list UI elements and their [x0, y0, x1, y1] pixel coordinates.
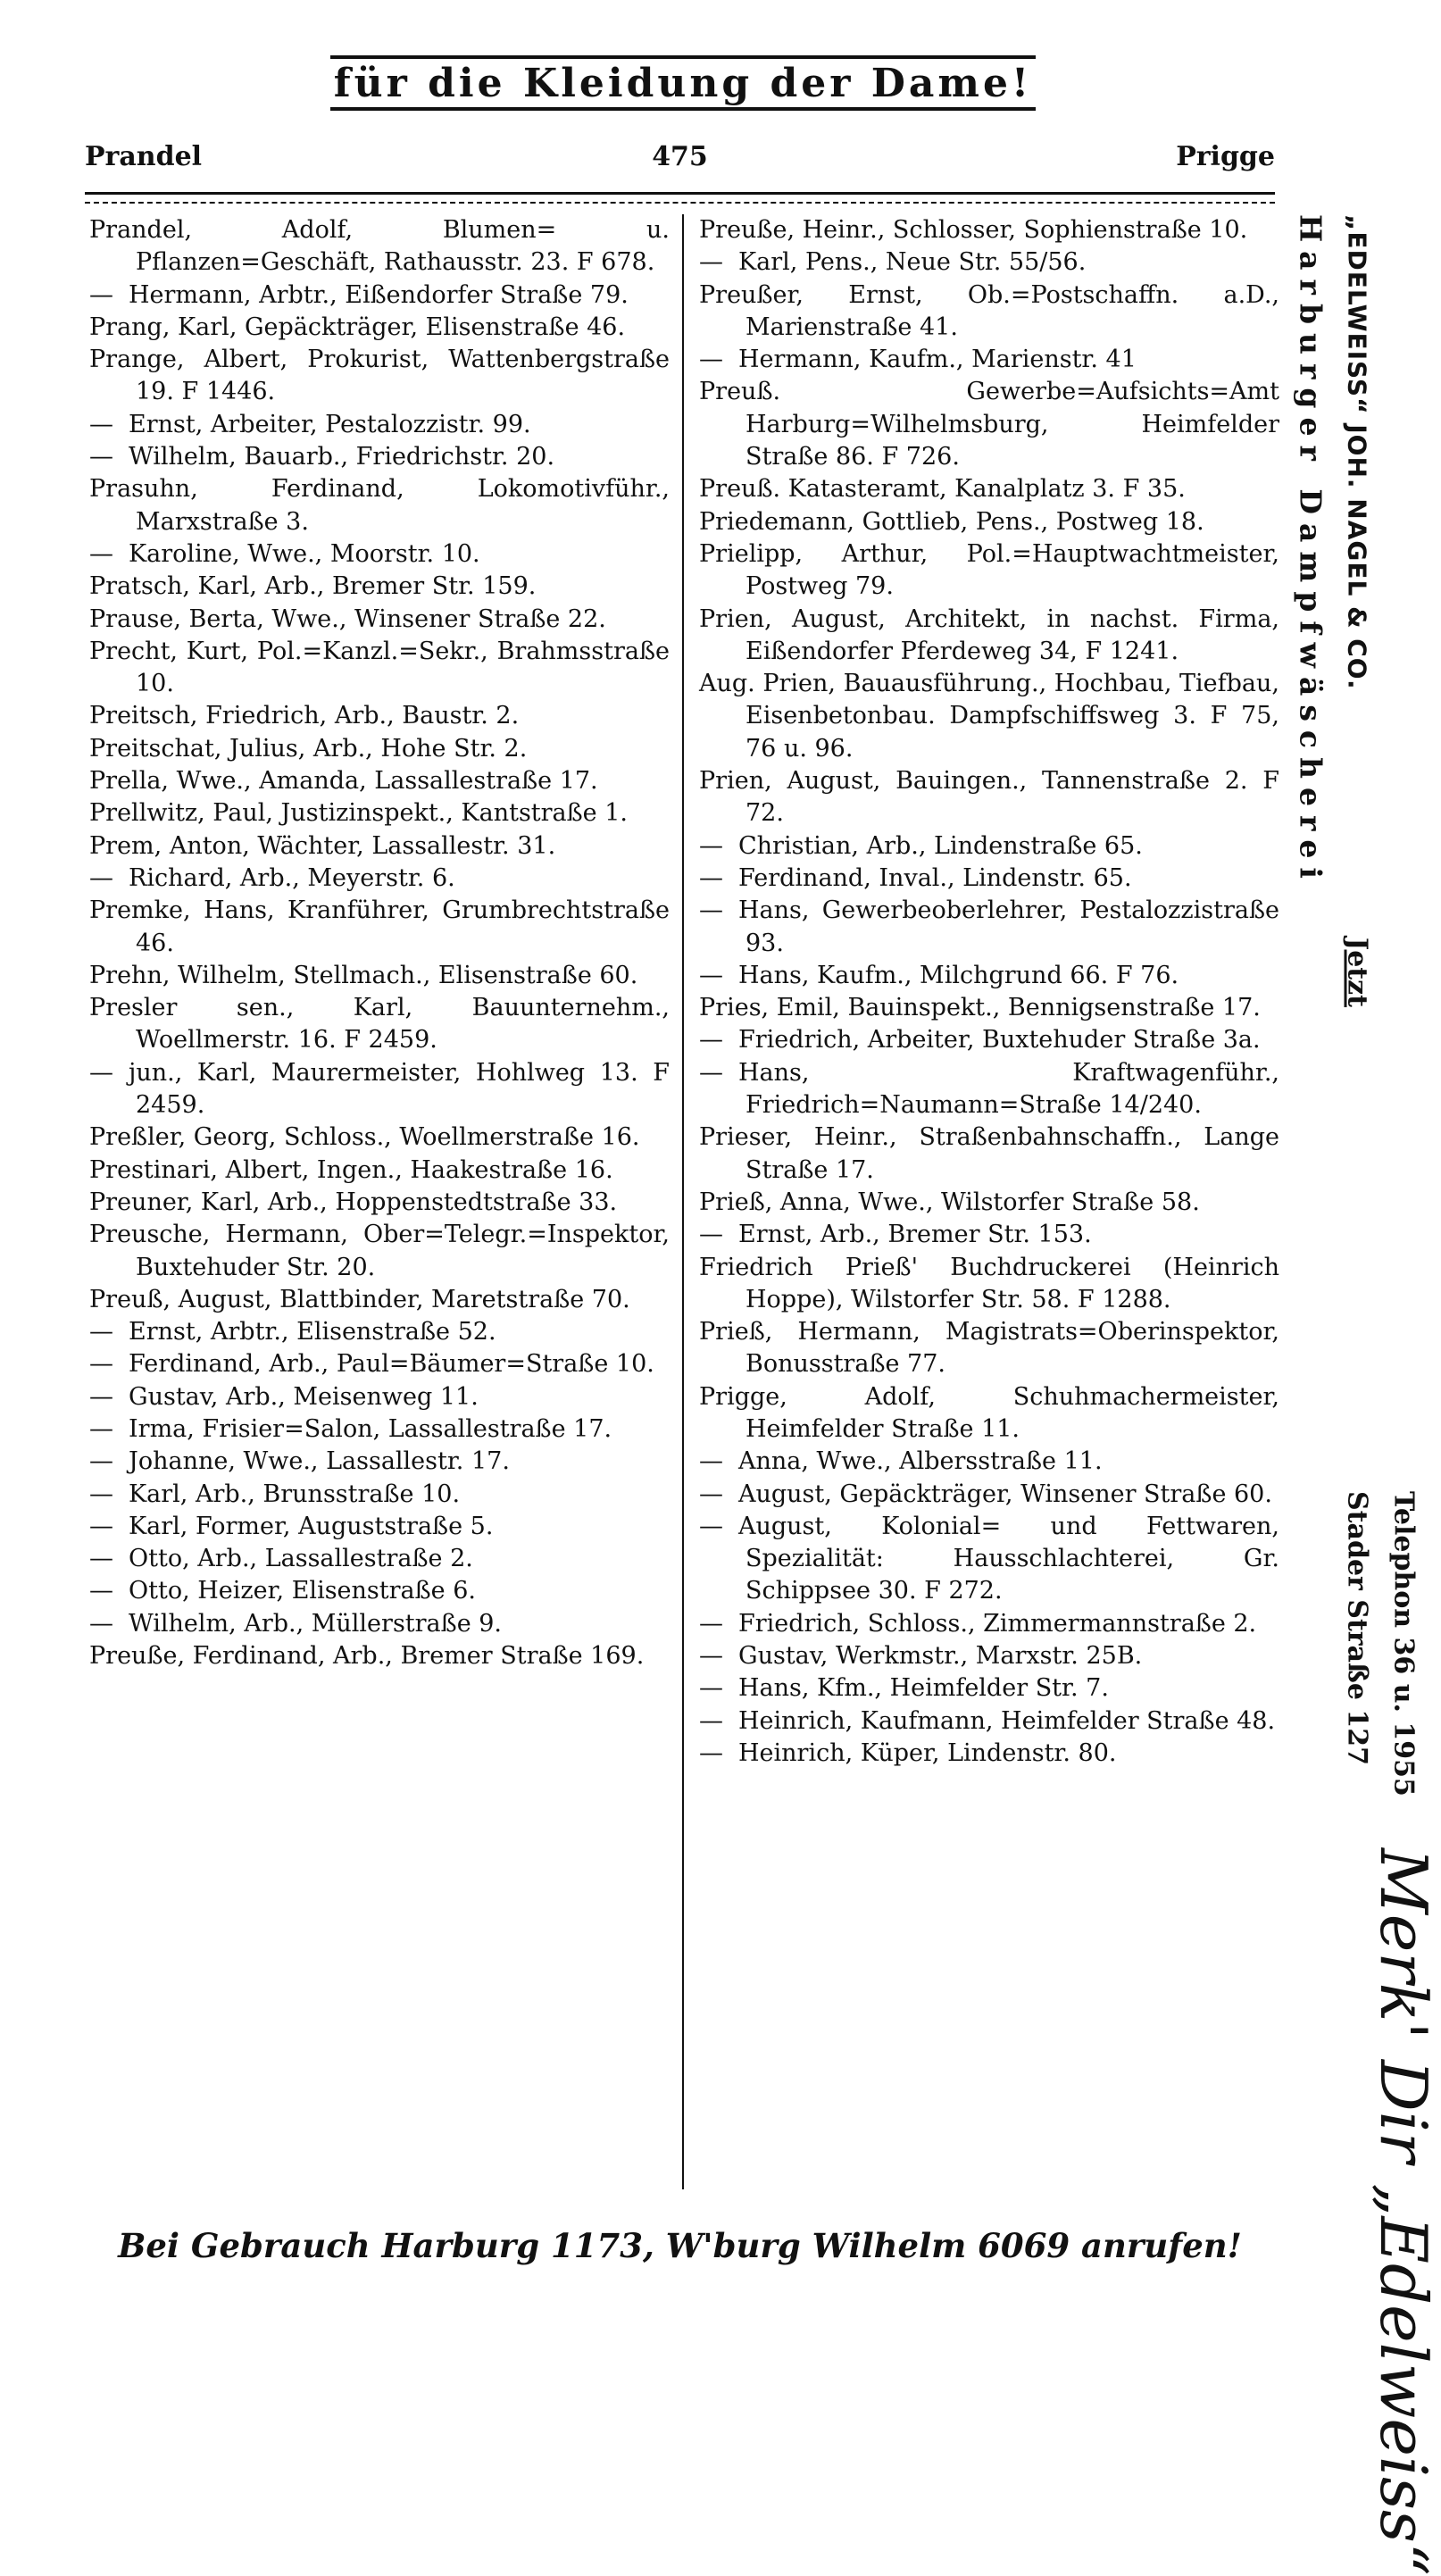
- side-ad-company: Harburger Dampfwäscherei: [1293, 214, 1329, 888]
- directory-entry: [699, 1705, 1279, 1738]
- entry-text: Prieser, Heinr., Straßenbahnschaffn., Lange Straße 17.: [699, 1123, 1279, 1184]
- header-dashed-rule: [85, 202, 1275, 204]
- directory-entry: [89, 636, 670, 701]
- side-ad-brand: „EDELWEISS“ JOH. NAGEL & CO.: [1342, 214, 1372, 690]
- directory-entry: [699, 1024, 1279, 1056]
- directory-entry: [699, 1640, 1279, 1672]
- directory-entry: [89, 1446, 670, 1478]
- repeat-dash: —: [699, 1609, 723, 1638]
- entry-text: Preuße, Heinr., Schlosser, Sophienstraße 10.: [699, 216, 1248, 244]
- entry-text: Wilhelm, Arb., Müllerstraße 9.: [129, 1609, 503, 1638]
- entry-text: Prause, Berta, Wwe., Winsener Straße 22.: [89, 604, 606, 633]
- entry-text: Irma, Frisier=Salon, Lassallestraße 17.: [129, 1414, 612, 1443]
- footer-ad: [85, 2214, 1275, 2277]
- directory-entry: [89, 1608, 670, 1640]
- directory-entry: [699, 1479, 1279, 1511]
- entry-text: Ernst, Arb., Bremer Str. 153.: [738, 1221, 1092, 1249]
- directory-entry: [699, 960, 1279, 992]
- entry-text: Christian, Arb., Lindenstraße 65.: [738, 831, 1143, 860]
- entry-text: Ernst, Arbeiter, Pestalozzistr. 99.: [129, 410, 531, 438]
- entry-text: Otto, Heizer, Elisenstraße 6.: [129, 1577, 476, 1605]
- entry-text: Prehn, Wilhelm, Stellmach., Elisenstraße 60.: [89, 961, 638, 989]
- header-right-word: Prigge: [1176, 141, 1275, 172]
- entry-text: Otto, Arb., Lassallestraße 2.: [129, 1545, 473, 1573]
- entry-text: Friedrich Prieß' Buchdruckerei (Heinrich Hoppe), Wilstorfer Str. 58. F 1288.: [699, 1253, 1279, 1313]
- repeat-dash: —: [699, 1674, 723, 1703]
- directory-entry: [699, 1672, 1279, 1705]
- entry-text: Karl, Arb., Brunsstraße 10.: [129, 1480, 461, 1508]
- directory-entry: [699, 895, 1279, 960]
- repeat-dash: —: [699, 896, 723, 925]
- entry-text: Prestinari, Albert, Ingen., Haakestraße 16.: [89, 1155, 613, 1184]
- directory-entry: [89, 214, 670, 279]
- side-ad-jetzt: Jetzt: [1341, 938, 1373, 1008]
- directory-entry: [89, 538, 670, 571]
- page-number: 475: [652, 141, 708, 172]
- repeat-dash: —: [89, 1609, 113, 1638]
- directory-entry: [699, 1057, 1279, 1122]
- directory-entry: [89, 473, 670, 538]
- side-ad-slogan: Merk' Dir „Edelweiss“: [1366, 1848, 1441, 2576]
- side-ad-phone: Telephon 36 u. 1955: [1387, 1491, 1420, 1797]
- entry-text: Prigge, Adolf, Schuhmachermeister, Heimfelder Straße 11.: [699, 1382, 1279, 1443]
- directory-entry: [89, 1121, 670, 1154]
- repeat-dash: —: [89, 539, 113, 568]
- repeat-dash: —: [699, 863, 723, 892]
- repeat-dash: —: [89, 1350, 113, 1379]
- directory-entry: [89, 604, 670, 636]
- repeat-dash: —: [89, 1447, 113, 1476]
- directory-entry: [699, 1738, 1279, 1770]
- entry-text: August, Gepäckträger, Winsener Straße 60.: [738, 1480, 1272, 1508]
- left-column: [89, 214, 670, 2198]
- entry-text: Hermann, Kaufm., Marienstr. 41: [738, 346, 1137, 374]
- directory-entry: [89, 1057, 670, 1122]
- entry-text: Prieß, Hermann, Magistrats=Oberinspektor, Bonusstraße 77.: [699, 1318, 1279, 1379]
- repeat-dash: —: [699, 1447, 723, 1476]
- entry-text: Preusche, Hermann, Ober=Telegr.=Inspektor, Buxtehuder Str. 20.: [89, 1221, 670, 1281]
- directory-entry: [89, 1284, 670, 1316]
- repeat-dash: —: [699, 1512, 723, 1540]
- entry-text: Prella, Wwe., Amanda, Lassallestraße 17.: [89, 767, 598, 796]
- directory-entry: [89, 1413, 670, 1446]
- directory-entry: [699, 279, 1279, 345]
- repeat-dash: —: [699, 248, 723, 277]
- entry-text: Friedrich, Schloss., Zimmermannstraße 2.: [738, 1609, 1257, 1638]
- entry-text: Ferdinand, Inval., Lindenstr. 65.: [738, 863, 1132, 892]
- directory-entry: [89, 1219, 670, 1284]
- directory-entry: [699, 376, 1279, 473]
- entry-text: Prange, Albert, Prokurist, Wattenbergstraße 19. F 1446.: [89, 346, 670, 406]
- directory-entry: [89, 312, 670, 344]
- entry-text: Preitsch, Friedrich, Arb., Baustr. 2.: [89, 702, 520, 730]
- directory-entry: [699, 1187, 1279, 1219]
- entry-text: Preuner, Karl, Arb., Hoppenstedtstraße 33.: [89, 1188, 618, 1216]
- repeat-dash: —: [699, 1026, 723, 1055]
- entry-text: Prien, August, Bauingen., Tannenstraße 2. F 72.: [699, 767, 1279, 828]
- repeat-dash: —: [89, 443, 113, 471]
- side-ad-address: Stader Straße 127: [1341, 1491, 1373, 1765]
- repeat-dash: —: [89, 1577, 113, 1605]
- repeat-dash: —: [699, 1738, 723, 1767]
- directory-entry: [699, 668, 1279, 765]
- entry-text: Hermann, Arbtr., Eißendorfer Straße 79.: [129, 280, 629, 309]
- directory-entry: [89, 279, 670, 312]
- repeat-dash: —: [89, 1058, 113, 1087]
- directory-entry: [699, 214, 1279, 246]
- entry-text: Prellwitz, Paul, Justizinspekt., Kantstraße 1.: [89, 799, 629, 828]
- entry-text: Heinrich, Kaufmann, Heimfelder Straße 48.: [738, 1706, 1276, 1735]
- side-ad-column-3: [1366, 205, 1441, 2576]
- directory-entry: [89, 1187, 670, 1219]
- directory-entry: [89, 765, 670, 797]
- directory-entry: [699, 830, 1279, 863]
- directory-entry: [89, 1640, 670, 1672]
- directory-entry: [699, 992, 1279, 1024]
- directory-entry: [89, 1575, 670, 1607]
- directory-entry: [89, 733, 670, 765]
- repeat-dash: —: [89, 1512, 113, 1540]
- directory-entry: [89, 1511, 670, 1543]
- entry-text: Hans, Gewerbeoberlehrer, Pestalozzistraße 93.: [738, 896, 1279, 957]
- side-advertisement: [1287, 205, 1441, 2576]
- directory-entry: [89, 571, 670, 603]
- directory-entry: [89, 1155, 670, 1187]
- entry-text: Richard, Arb., Meyerstr. 6.: [129, 863, 455, 892]
- entry-text: Gustav, Werkmstr., Marxstr. 25B.: [738, 1642, 1143, 1671]
- repeat-dash: —: [89, 1414, 113, 1443]
- entry-text: Pries, Emil, Bauinspekt., Bennigsenstraße 17.: [699, 994, 1261, 1022]
- entry-text: Gustav, Arb., Meisenweg 11.: [129, 1382, 479, 1411]
- directory-entry: [699, 1219, 1279, 1251]
- directory-entry: [89, 700, 670, 732]
- directory-entry: [699, 863, 1279, 895]
- repeat-dash: —: [699, 1480, 723, 1508]
- directory-entry: [89, 992, 670, 1057]
- entry-text: Hans, Kfm., Heimfelder Str. 7.: [738, 1674, 1109, 1703]
- directory-entry: [699, 765, 1279, 830]
- entry-text: Prielipp, Arthur, Pol.=Hauptwachtmeister, Postweg 79.: [699, 539, 1279, 601]
- running-head: [85, 141, 1275, 180]
- directory-entry: [699, 473, 1279, 505]
- directory-entry: [89, 863, 670, 895]
- entry-text: Presler sen., Karl, Bauunternehm., Woellmerstr. 16. F 2459.: [89, 994, 670, 1055]
- entry-text: Ernst, Arbtr., Elisenstraße 52.: [129, 1318, 496, 1346]
- banner-text: für die Kleidung der Dame!: [333, 60, 1033, 106]
- entry-text: Preßler, Georg, Schloss., Woellmerstraße 16.: [89, 1123, 640, 1152]
- directory-entry: [699, 1316, 1279, 1381]
- directory-entry: [89, 441, 670, 473]
- header-left-word: Prandel: [85, 141, 203, 172]
- entry-text: Hans, Kraftwagenführ., Friedrich=Naumann=Straße 14/240.: [738, 1058, 1279, 1120]
- directory-entry: [89, 1348, 670, 1380]
- repeat-dash: —: [89, 410, 113, 438]
- entry-text: Premke, Hans, Kranführer, Grumbrechtstraße 46.: [89, 896, 670, 957]
- entry-text: August, Kolonial= und Fettwaren, Spezialität: Hausschlachterei, Gr. Schippsee 30. F 272.: [738, 1512, 1279, 1605]
- entry-text: Karoline, Wwe., Moorstr. 10.: [129, 539, 480, 568]
- header-rule: [85, 192, 1275, 195]
- entry-text: Prem, Anton, Wächter, Lassallestr. 31.: [89, 831, 556, 860]
- entry-text: Karl, Pens., Neue Str. 55/56.: [738, 248, 1087, 277]
- directory-entry: [699, 1252, 1279, 1317]
- directory-entry: [89, 1479, 670, 1511]
- entry-text: Anna, Wwe., Albersstraße 11.: [738, 1447, 1103, 1476]
- entry-text: Prasuhn, Ferdinand, Lokomotivführ., Marxstraße 3.: [89, 475, 670, 536]
- repeat-dash: —: [699, 1706, 723, 1735]
- directory-entry: [89, 960, 670, 992]
- repeat-dash: —: [699, 961, 723, 989]
- directory-entry: [699, 1446, 1279, 1478]
- repeat-dash: —: [699, 831, 723, 860]
- repeat-dash: —: [699, 1058, 723, 1087]
- entry-text: Karl, Former, Auguststraße 5.: [129, 1512, 494, 1540]
- directory-entry: [89, 830, 670, 863]
- repeat-dash: —: [89, 863, 113, 892]
- directory-entry: [699, 344, 1279, 376]
- repeat-dash: —: [699, 1221, 723, 1249]
- repeat-dash: —: [89, 1382, 113, 1411]
- entry-text: Johanne, Wwe., Lassallestr. 17.: [129, 1447, 510, 1476]
- repeat-dash: —: [699, 1642, 723, 1671]
- entry-text: Friedrich, Arbeiter, Buxtehuder Straße 3a.: [738, 1026, 1261, 1055]
- repeat-dash: —: [89, 1318, 113, 1346]
- entry-text: Heinrich, Küper, Lindenstr. 80.: [738, 1738, 1117, 1767]
- directory-entry: [699, 538, 1279, 604]
- directory-entry: [89, 1543, 670, 1575]
- directory-entry: [699, 1608, 1279, 1640]
- footer-text: Bei Gebrauch Harburg 1173, W'burg Wilhelm 6069 anrufen!: [118, 2226, 1242, 2265]
- entry-text: Preuße, Ferdinand, Arb., Bremer Straße 169.: [89, 1642, 645, 1671]
- side-ad-column-1: [1287, 205, 1334, 2295]
- right-column: [699, 214, 1279, 2198]
- entry-text: Prang, Karl, Gepäckträger, Elisenstraße 46.: [89, 313, 626, 341]
- entry-text: Preußer, Ernst, Ob.=Postschaffn. a.D., Marienstraße 41.: [699, 280, 1279, 341]
- directory-entry: [699, 246, 1279, 279]
- repeat-dash: —: [699, 346, 723, 374]
- entry-text: jun., Karl, Maurermeister, Hohlweg 13. F 2459.: [129, 1058, 670, 1120]
- entry-text: Preuß, August, Blattbinder, Maretstraße 70.: [89, 1285, 630, 1313]
- entry-text: Pratsch, Karl, Arb., Bremer Str. 159.: [89, 572, 537, 601]
- entry-text: Prien, August, Architekt, in nachst. Firma, Eißendorfer Pferdeweg 34, F 1241.: [699, 604, 1279, 665]
- directory-entry: [699, 604, 1279, 669]
- directory-entry: [699, 1121, 1279, 1187]
- directory-entry: [699, 1511, 1279, 1608]
- directory-entry: [699, 1381, 1279, 1446]
- entry-text: Preuß. Katasteramt, Kanalplatz 3. F 35.: [699, 475, 1186, 504]
- directory-entry: [699, 506, 1279, 538]
- entry-text: Prieß, Anna, Wwe., Wilstorfer Straße 58.: [699, 1188, 1200, 1216]
- directory-entry: [89, 895, 670, 960]
- directory-entry: [89, 797, 670, 829]
- directory-entry: [89, 1316, 670, 1348]
- column-divider: [682, 214, 684, 2189]
- entry-text: Preitschat, Julius, Arb., Hohe Str. 2.: [89, 734, 528, 763]
- top-banner: [330, 55, 1036, 111]
- directory-entry: [89, 409, 670, 441]
- entry-text: Ferdinand, Arb., Paul=Bäumer=Straße 10.: [129, 1350, 654, 1379]
- entry-text: Hans, Kaufm., Milchgrund 66. F 76.: [738, 961, 1179, 989]
- directory-entry: [89, 344, 670, 409]
- repeat-dash: —: [89, 280, 113, 309]
- directory-entry: [89, 1381, 670, 1413]
- repeat-dash: —: [89, 1480, 113, 1508]
- entry-text: Wilhelm, Bauarb., Friedrichstr. 20.: [129, 443, 555, 471]
- entry-text: Preuß. Gewerbe=Aufsichts=Amt Harburg=Wilhelmsburg, Heimfelder Straße 86. F 726.: [699, 378, 1279, 471]
- entry-text: Precht, Kurt, Pol.=Kanzl.=Sekr., Brahmsstraße 10.: [89, 637, 670, 698]
- entry-text: Aug. Prien, Bauausführung., Hochbau, Tiefbau, Eisenbetonbau. Dampfschiffsweg 3. F 75, 76 u. 96.: [699, 670, 1279, 763]
- entry-text: Priedemann, Gottlieb, Pens., Postweg 18.: [699, 507, 1204, 536]
- repeat-dash: —: [89, 1545, 113, 1573]
- entry-text: Prandel, Adolf, Blumen= u. Pflanzen=Geschäft, Rathausstr. 23. F 678.: [89, 216, 670, 277]
